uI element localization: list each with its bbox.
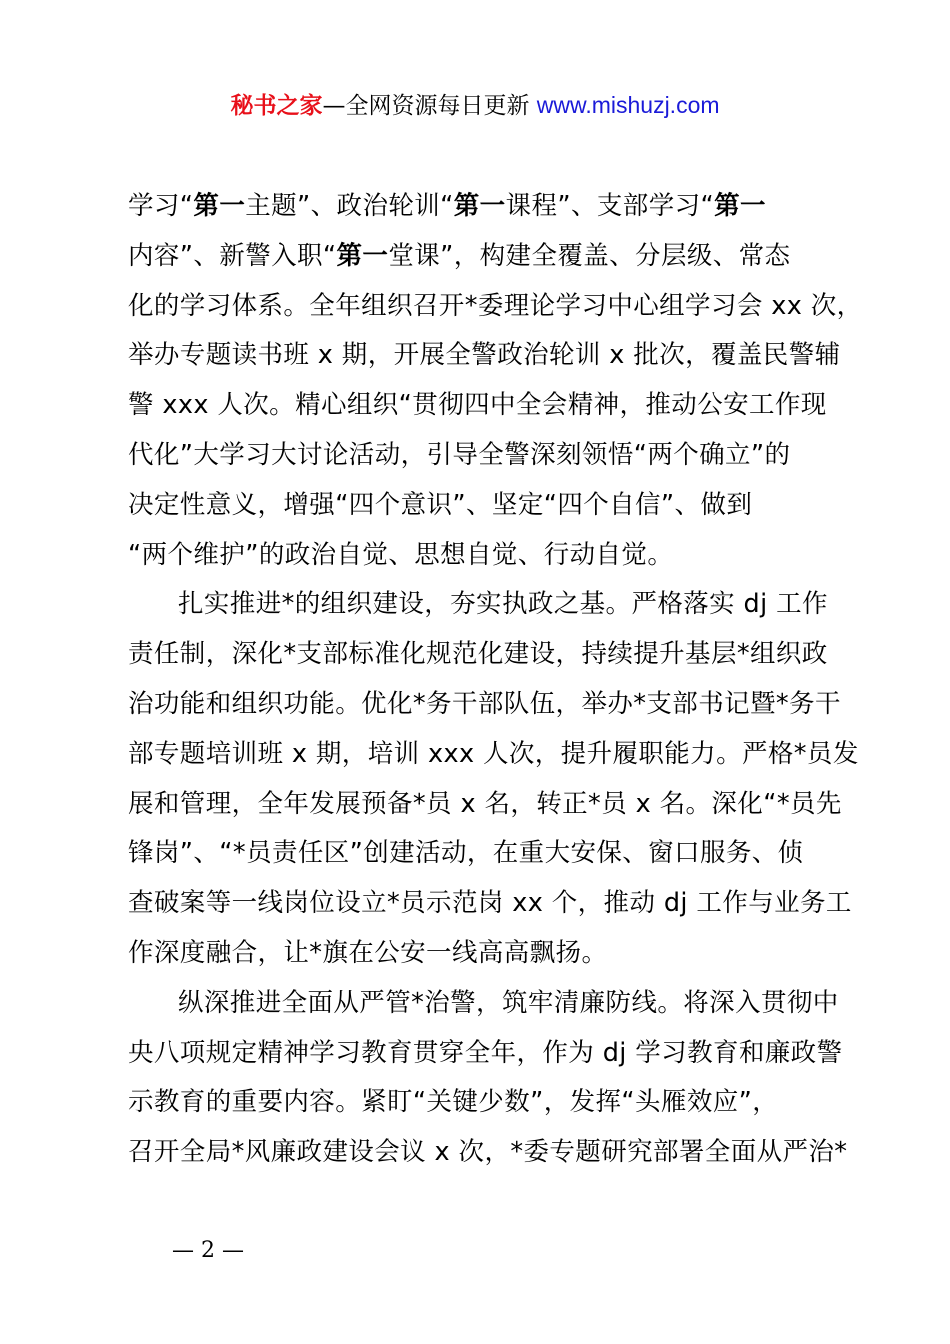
text-line	[128, 182, 840, 232]
text-segment: 课程”、支部学习“	[505, 191, 715, 221]
text-line	[128, 929, 840, 979]
paragraph	[128, 979, 848, 1178]
header-dash: —	[322, 93, 346, 119]
text-line	[128, 829, 840, 879]
page-number: — 2 —	[172, 1238, 244, 1263]
site-header	[0, 88, 950, 123]
text-line	[128, 979, 840, 1029]
text-segment: 锋岗”、“*员责任区”创建活动，在重大安保、窗口服务、侦	[128, 838, 804, 869]
text-line	[128, 879, 852, 929]
text-line	[128, 232, 840, 282]
text-segment: 作深度融合，让*旗在公安一线高高飘扬。	[128, 937, 608, 968]
text-line	[128, 1078, 840, 1128]
text-line	[128, 431, 840, 481]
text-segment: 央八项规定精神学习教育贯穿全年，作为 dj 学习教育和廉政警	[128, 1037, 843, 1068]
text-segment: 治功能和组织功能。优化*务干部队伍，举办*支部书记暨*务干	[128, 688, 841, 719]
text-segment: 内容”、新警入职“	[128, 240, 337, 271]
text-segment: 责任制，深化*支部标准化规范化建设，持续提升基层*组织政	[128, 639, 828, 670]
text-segment: 化的学习体系。全年组织召开*委理论学习中心组学习会 xx 次，	[128, 290, 863, 321]
text-line	[128, 580, 840, 630]
text-segment: 警 xxx 人次。精心组织“贯彻四中全会精神，推动公安工作现	[128, 390, 827, 421]
text-segment: 决定性意义，增强“四个意识”、坚定“四个自信”、做到	[128, 489, 753, 520]
header-tagline: 全网资源每日更新	[345, 93, 530, 119]
text-line	[128, 282, 863, 332]
text-segment: 示教育的重要内容。紧盯“关键少数”，发挥“头雁效应”，	[128, 1087, 779, 1118]
document-body	[128, 182, 863, 1178]
site-url-link[interactable]: www.mishuzj.com	[536, 92, 720, 118]
text-line	[128, 381, 840, 431]
text-line	[128, 531, 840, 581]
bold-text: 第一	[453, 191, 506, 221]
text-line	[128, 730, 859, 780]
text-segment: 召开全局*风廉政建设会议 x 次，*委专题研究部署全面从严治*	[128, 1137, 848, 1168]
text-line	[128, 1128, 848, 1178]
text-segment: 部专题培训班 x 期，培训 xxx 人次，提升履职能力。严格*员发	[128, 738, 859, 769]
brand-name: 秘书之家	[230, 93, 323, 119]
text-line	[128, 680, 840, 730]
paragraph	[128, 580, 859, 978]
text-segment: 代化”大学习大讨论活动，引导全警深刻领悟“两个确立”的	[128, 439, 791, 470]
text-line	[128, 630, 840, 680]
paragraph	[128, 182, 863, 580]
text-segment: 学习“	[128, 191, 194, 221]
text-segment: 纵深推进全面从严管*治警，筑牢清廉防线。将深入贯彻中	[178, 987, 839, 1018]
text-segment: 举办专题读书班 x 期，开展全警政治轮训 x 批次，覆盖民警辅	[128, 340, 841, 371]
text-line	[128, 481, 840, 531]
text-segment: 主题”、政治轮训“	[245, 191, 454, 221]
text-segment: 堂课”，构建全覆盖、分层级、常态	[388, 240, 791, 271]
text-segment: 展和管理，全年发展预备*员 x 名，转正*员 x 名。深化“*员先	[128, 788, 842, 819]
text-segment: 查破案等一线岗位设立*员示范岗 xx 个，推动 dj 工作与业务工	[128, 888, 852, 919]
text-line	[128, 331, 840, 381]
text-segment: “两个维护”的政治自觉、思想自觉、行动自觉。	[128, 539, 674, 570]
text-line	[128, 1029, 843, 1079]
text-line	[128, 780, 840, 830]
bold-text: 第一	[714, 191, 766, 221]
bold-text: 第一	[336, 240, 389, 271]
bold-text: 第一	[193, 191, 246, 221]
text-segment: 扎实推进*的组织建设，夯实执政之基。严格落实 dj 工作	[178, 589, 828, 620]
